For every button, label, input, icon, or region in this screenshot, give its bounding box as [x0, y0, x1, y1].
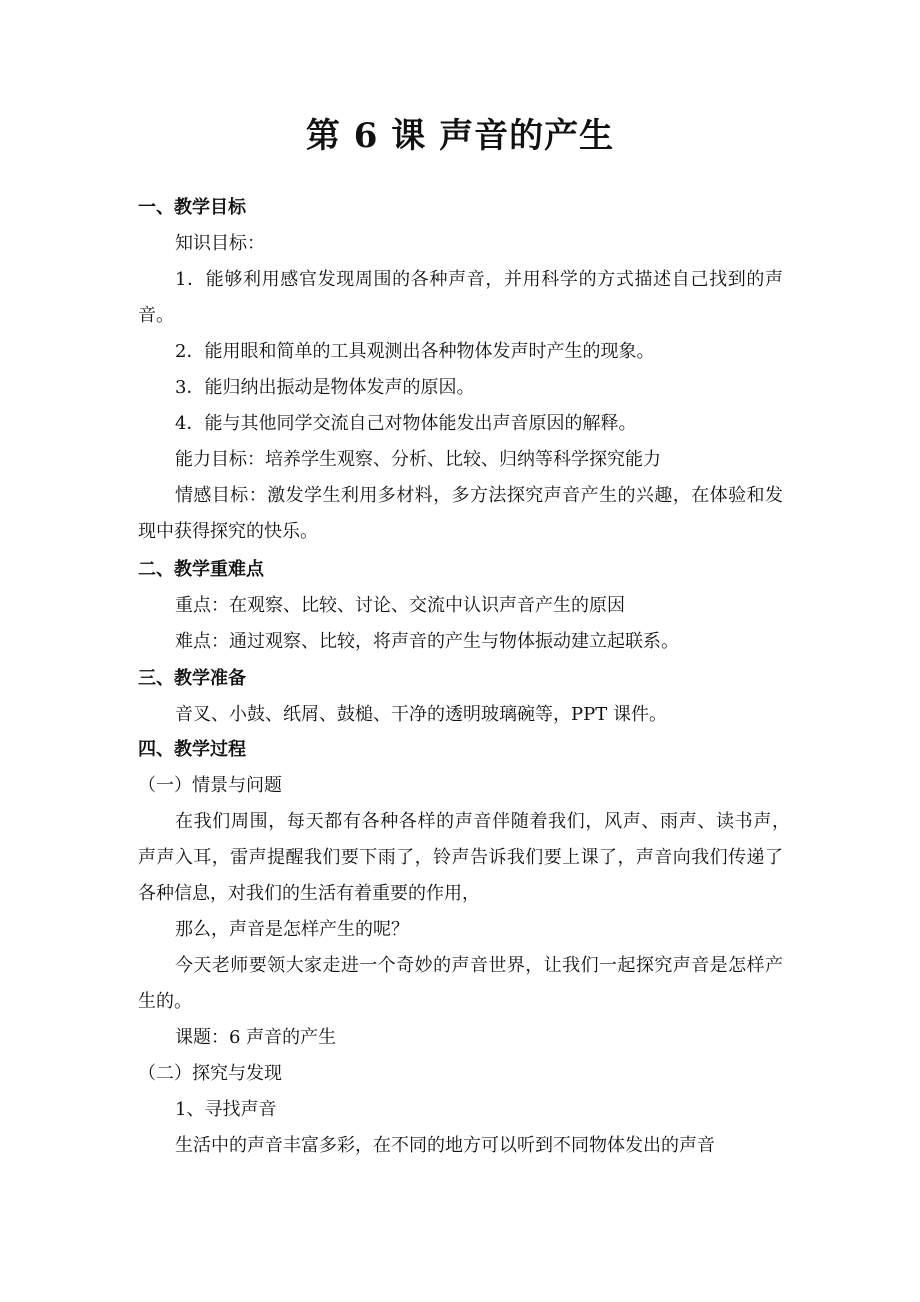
section-heading-process: 四、教学过程	[138, 739, 246, 760]
process-para-3-line-2: 生的。	[138, 991, 192, 1012]
process-para-3-line-1: 今天老师要领大家走进一个奇妙的声音世界，让我们一起探究声音是怎样产	[175, 955, 783, 976]
process-topic: 课题：6 声音的产生	[175, 1027, 337, 1048]
knowledge-goal-label: 知识目标：	[175, 233, 265, 254]
emotion-goal-line-1: 情感目标：激发学生利用多材料，多方法探究声音产生的兴趣，在体验和发	[175, 485, 783, 506]
goal-item-2: 2．能用眼和简单的工具观测出各种物体发声时产生的现象。	[175, 341, 655, 362]
page-title: 第 6 课 声音的产生	[305, 116, 615, 156]
key-focus: 重点：在观察、比较、讨论、交流中认识声音产生的原因	[175, 595, 625, 616]
ability-goal: 能力目标：培养学生观察、分析、比较、归纳等科学探究能力	[175, 449, 661, 470]
section-heading-key-points: 二、教学重难点	[138, 559, 264, 580]
goal-item-1-line-2: 音。	[138, 305, 174, 326]
key-difficulty: 难点：通过观察、比较，将声音的产生与物体振动建立起联系。	[175, 631, 679, 652]
process-para-1-line-2: 声声入耳，雷声提醒我们要下雨了，铃声告诉我们要上课了，声音向我们传递了	[138, 847, 783, 868]
process-step-1: 1、寻找声音	[175, 1099, 277, 1120]
preparation-materials: 音叉、小鼓、纸屑、鼓槌、干净的透明玻璃碗等，PPT 课件。	[175, 704, 667, 725]
process-part-2-title: （二）探究与发现	[138, 1063, 282, 1084]
goal-item-1-line-1: 1．能够利用感官发现周围的各种声音，并用科学的方式描述自己找到的声	[175, 269, 783, 290]
process-step-1-text: 生活中的声音丰富多彩，在不同的地方可以听到不同物体发出的声音	[175, 1135, 715, 1156]
section-heading-preparation: 三、教学准备	[138, 668, 246, 689]
process-para-1-line-3: 各种信息，对我们的生活有着重要的作用，	[138, 883, 480, 904]
process-para-2: 那么，声音是怎样产生的呢？	[175, 919, 409, 940]
process-para-1-line-1: 在我们周围，每天都有各种各样的声音伴随着我们，风声、雨声、读书声，	[175, 811, 790, 832]
emotion-goal-line-2: 现中获得探究的快乐。	[138, 521, 318, 542]
section-heading-goals: 一、教学目标	[138, 197, 246, 218]
process-part-1-title: （一）情景与问题	[138, 775, 282, 796]
goal-item-4: 4．能与其他同学交流自己对物体能发出声音原因的解释。	[175, 413, 637, 434]
goal-item-3: 3．能归纳出振动是物体发声的原因。	[175, 377, 475, 398]
